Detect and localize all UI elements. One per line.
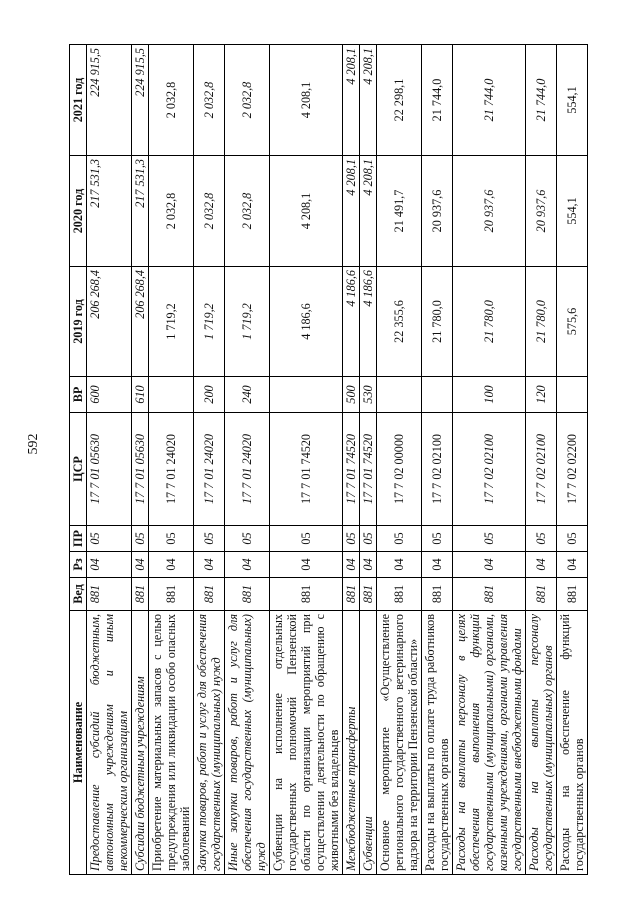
row-ved: 881 (557, 578, 588, 611)
header-rz: Рз (70, 552, 87, 578)
row-2019: 1 719,2 (225, 267, 270, 377)
row-vr (422, 377, 453, 413)
row-name: Межбюджетные трансферты (343, 611, 360, 875)
row-pr: 05 (225, 526, 270, 552)
row-2019: 206 268,4 (87, 267, 132, 377)
table-row (149, 45, 194, 875)
row-pr: 05 (343, 526, 360, 552)
page-number: 592 (26, 433, 41, 455)
row-name: Приобретение материальных запасов с целью предупреждения или ликвидации особо опасных заболеваний (149, 611, 194, 875)
row-name: Субвенции (360, 611, 377, 875)
row-csr: 17 7 01 05630 (132, 413, 149, 526)
table-row (194, 45, 225, 875)
row-ved: 881 (149, 578, 194, 611)
row-vr (557, 377, 588, 413)
row-2021: 21 744,0 (422, 45, 453, 156)
row-2020: 21 491,7 (377, 156, 422, 267)
row-name: Иные закупки товаров, работ и услуг для обеспечения государственных (муниципальных) нужд (225, 611, 270, 875)
row-vr: 240 (225, 377, 270, 413)
row-2021: 2 032,8 (194, 45, 225, 156)
row-name: Расходы на выплаты по оплате труда работников государственных органов (422, 611, 453, 875)
row-rz: 04 (194, 552, 225, 578)
row-ved: 881 (422, 578, 453, 611)
row-csr: 17 7 01 24020 (225, 413, 270, 526)
row-ved: 881 (225, 578, 270, 611)
budget-table-container (69, 45, 597, 875)
row-2021: 22 298,1 (377, 45, 422, 156)
row-csr: 17 7 02 02100 (422, 413, 453, 526)
row-2021: 2 032,8 (149, 45, 194, 156)
row-2021: 21 744,0 (453, 45, 526, 156)
row-2019: 575,6 (557, 267, 588, 377)
row-pr: 05 (453, 526, 526, 552)
row-pr: 05 (132, 526, 149, 552)
row-rz: 04 (557, 552, 588, 578)
row-vr: 100 (453, 377, 526, 413)
row-rz: 04 (132, 552, 149, 578)
row-name: Расходы на обеспечение функций государственных органов (557, 611, 588, 875)
row-2021: 224 915,5 (87, 45, 132, 156)
table-row (87, 45, 132, 875)
row-vr: 600 (87, 377, 132, 413)
header-name: Наименование (70, 611, 87, 875)
header-csr: ЦСР (70, 413, 87, 526)
row-2019: 22 355,6 (377, 267, 422, 377)
budget-table (69, 44, 588, 875)
row-name: Расходы на выплаты персоналу государственных (муниципальных) органов (526, 611, 557, 875)
table-row (453, 45, 526, 875)
row-pr: 05 (377, 526, 422, 552)
row-2019: 4 186,6 (270, 267, 343, 377)
row-pr: 05 (360, 526, 377, 552)
row-ved: 881 (343, 578, 360, 611)
row-csr: 17 7 02 00000 (377, 413, 422, 526)
row-csr: 17 7 01 74520 (360, 413, 377, 526)
row-2019: 21 780,0 (453, 267, 526, 377)
header-2019: 2019 год (70, 267, 87, 377)
row-pr: 05 (194, 526, 225, 552)
row-vr: 120 (526, 377, 557, 413)
row-ved: 881 (526, 578, 557, 611)
row-2019: 21 780,0 (422, 267, 453, 377)
row-rz: 04 (422, 552, 453, 578)
row-2019: 21 780,0 (526, 267, 557, 377)
row-rz: 04 (149, 552, 194, 578)
row-pr: 05 (422, 526, 453, 552)
row-csr: 17 7 01 74520 (270, 413, 343, 526)
row-csr: 17 7 02 02100 (526, 413, 557, 526)
row-vr: 610 (132, 377, 149, 413)
row-rz: 04 (526, 552, 557, 578)
table-row (377, 45, 422, 875)
row-rz: 04 (360, 552, 377, 578)
table-row (132, 45, 149, 875)
row-2020: 2 032,8 (225, 156, 270, 267)
row-rz: 04 (225, 552, 270, 578)
row-2020: 4 208,1 (360, 156, 377, 267)
row-2020: 554,1 (557, 156, 588, 267)
row-pr: 05 (557, 526, 588, 552)
header-pr: ПР (70, 526, 87, 552)
table-row (422, 45, 453, 875)
table-row (557, 45, 588, 875)
row-name: Субсидии бюджетным учреждениям (132, 611, 149, 875)
row-vr: 530 (360, 377, 377, 413)
row-name: Субвенции на исполнение отдельных государственных полномочий Пензенской области по организации мероприятий при осуществлении деятельности по обращению с животными без владельцев (270, 611, 343, 875)
row-csr: 17 7 02 02200 (557, 413, 588, 526)
row-pr: 05 (87, 526, 132, 552)
row-pr: 05 (149, 526, 194, 552)
table-row (270, 45, 343, 875)
row-csr: 17 7 01 74520 (343, 413, 360, 526)
row-2019: 4 186,6 (360, 267, 377, 377)
row-2021: 4 208,1 (343, 45, 360, 156)
row-2020: 4 208,1 (343, 156, 360, 267)
row-vr (149, 377, 194, 413)
row-name: Расходы на выплаты персоналу в целях обеспечения выполнения функций государственными (муниципальными) органами, казенными учреждениями, органами управления государственными внебюджетными фондами (453, 611, 526, 875)
row-csr: 17 7 01 24020 (194, 413, 225, 526)
row-2021: 554,1 (557, 45, 588, 156)
row-ved: 881 (453, 578, 526, 611)
row-2021: 4 208,1 (270, 45, 343, 156)
row-2019: 1 719,2 (149, 267, 194, 377)
row-rz: 04 (453, 552, 526, 578)
row-2021: 4 208,1 (360, 45, 377, 156)
row-ved: 881 (194, 578, 225, 611)
row-2020: 20 937,6 (453, 156, 526, 267)
row-2020: 20 937,6 (422, 156, 453, 267)
table-row (360, 45, 377, 875)
row-vr: 500 (343, 377, 360, 413)
row-2020: 2 032,8 (149, 156, 194, 267)
header-2020: 2020 год (70, 156, 87, 267)
row-ved: 881 (87, 578, 132, 611)
row-csr: 17 7 01 05630 (87, 413, 132, 526)
header-vr: ВР (70, 377, 87, 413)
header-2021: 2021 год (70, 45, 87, 156)
row-2020: 217 531,3 (87, 156, 132, 267)
header-ved: Вед (70, 578, 87, 611)
row-rz: 04 (87, 552, 132, 578)
row-pr: 05 (526, 526, 557, 552)
row-name: Основное мероприятие «Осуществление регионального государственного ветеринарного надзора на территории Пензенской области» (377, 611, 422, 875)
row-ved: 881 (377, 578, 422, 611)
row-2021: 21 744,0 (526, 45, 557, 156)
row-2020: 4 208,1 (270, 156, 343, 267)
row-2019: 206 268,4 (132, 267, 149, 377)
row-csr: 17 7 01 24020 (149, 413, 194, 526)
row-2021: 224 915,5 (132, 45, 149, 156)
row-csr: 17 7 02 02100 (453, 413, 526, 526)
row-2021: 2 032,8 (225, 45, 270, 156)
row-vr (377, 377, 422, 413)
row-name: Предоставление субсидий бюджетным, автономным учреждениям и иным некоммерческим организациям (87, 611, 132, 875)
row-rz: 04 (343, 552, 360, 578)
table-row (225, 45, 270, 875)
row-vr: 200 (194, 377, 225, 413)
row-rz: 04 (270, 552, 343, 578)
table-row (526, 45, 557, 875)
row-ved: 881 (132, 578, 149, 611)
row-pr: 05 (270, 526, 343, 552)
row-2020: 20 937,6 (526, 156, 557, 267)
table-row (343, 45, 360, 875)
row-rz: 04 (377, 552, 422, 578)
row-2019: 1 719,2 (194, 267, 225, 377)
row-ved: 881 (360, 578, 377, 611)
row-2019: 4 186,6 (343, 267, 360, 377)
row-2020: 2 032,8 (194, 156, 225, 267)
row-name: Закупка товаров, работ и услуг для обеспечения государственных (муниципальных) нужд (194, 611, 225, 875)
header-row (70, 45, 87, 875)
row-2020: 217 531,3 (132, 156, 149, 267)
row-vr (270, 377, 343, 413)
row-ved: 881 (270, 578, 343, 611)
